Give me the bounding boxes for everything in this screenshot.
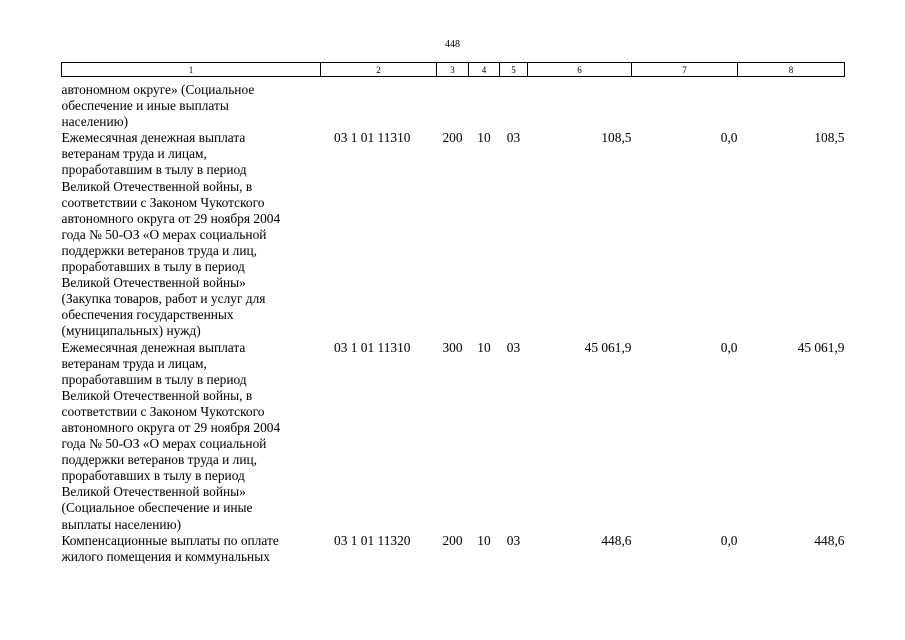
description-line: Ежемесячная денежная выплата xyxy=(61,339,246,355)
row-sum-3: 448,6 xyxy=(814,532,845,548)
description-line: соответствии с Законом Чукотского xyxy=(61,403,265,419)
row-expense-type xyxy=(437,77,469,131)
row-sum-1: 108,5 xyxy=(601,130,632,146)
description-line: Компенсационные выплаты по оплате xyxy=(61,532,279,548)
row-sum-3: 108,5 xyxy=(814,130,845,146)
row-code xyxy=(321,77,437,131)
row-sum-3 xyxy=(738,77,845,131)
row-sum-2: 0,0 xyxy=(720,339,738,355)
row-sum-1: 448,6 xyxy=(601,532,632,548)
description-line: ветеранам труда и лицам, xyxy=(61,355,207,371)
row-expense-type: 200 xyxy=(442,130,463,146)
description-line: проработавшим в тылу в период xyxy=(61,371,247,387)
description-line: Великой Отечественной войны» xyxy=(61,484,246,500)
header-cell: 2 xyxy=(321,63,437,77)
description-line: автономного округа от 29 ноября 2004 xyxy=(61,419,281,435)
row-sum-2: 0,0 xyxy=(720,130,738,146)
row-subsection: 03 xyxy=(506,339,521,355)
row-code: 03 1 01 11320 xyxy=(334,532,411,548)
table-row xyxy=(62,130,845,339)
description-line: автономном округе» (Социальное xyxy=(61,82,255,97)
description-line: ветеранам труда и лицам, xyxy=(61,146,207,162)
row-sum-3: 45 061,9 xyxy=(797,339,845,355)
row-description xyxy=(62,340,321,533)
row-section: 10 xyxy=(477,130,491,146)
header-cell: 5 xyxy=(500,63,528,77)
description-line: Ежемесячная денежная выплата xyxy=(61,130,246,146)
row-subsection: 03 xyxy=(506,130,521,146)
description-line: проработавшим в тылу в период xyxy=(61,162,247,178)
row-code: 03 1 01 11310 xyxy=(334,130,411,146)
row-sum-1 xyxy=(528,77,632,131)
description-line: поддержки ветеранов труда и лиц, xyxy=(61,452,258,468)
row-subsection xyxy=(500,77,528,131)
description-line: соответствии с Законом Чукотского xyxy=(61,194,265,210)
description-line: года № 50-ОЗ «О мерах социальной xyxy=(61,436,267,452)
table-row xyxy=(62,77,845,131)
header-cell: 4 xyxy=(469,63,500,77)
header-cell: 7 xyxy=(632,63,738,77)
description-line: (Закупка товаров, работ и услуг для xyxy=(61,291,266,307)
description-line: (Социальное обеспечение и иные xyxy=(61,500,253,516)
description-line: поддержки ветеранов труда и лиц, xyxy=(61,242,258,258)
description-line: года № 50-ОЗ «О мерах социальной xyxy=(61,226,267,242)
row-description xyxy=(62,130,321,339)
description-line: обеспечение и иные выплаты xyxy=(61,98,229,114)
description-line: Великой Отечественной войны, в xyxy=(61,178,253,194)
table-body xyxy=(62,77,845,565)
table-row xyxy=(62,340,845,533)
row-section xyxy=(469,77,500,131)
description-line: выплаты населению) xyxy=(61,516,182,532)
header-cell: 8 xyxy=(738,63,845,77)
header-cell: 1 xyxy=(62,63,321,77)
header-row xyxy=(62,63,845,77)
description-line: проработавших в тылу в период xyxy=(61,259,245,275)
row-sum-1: 45 061,9 xyxy=(584,339,632,355)
row-sum-2 xyxy=(632,77,738,131)
row-description xyxy=(62,77,321,131)
description-line: обеспечения государственных xyxy=(61,307,234,323)
table-header xyxy=(62,63,845,77)
description-line: проработавших в тылу в период xyxy=(61,468,245,484)
row-section: 10 xyxy=(477,339,491,355)
row-description xyxy=(62,533,321,565)
description-line: Великой Отечественной войны» xyxy=(61,275,246,291)
description-line: автономного округа от 29 ноября 2004 xyxy=(61,210,281,226)
row-expense-type: 300 xyxy=(442,339,463,355)
row-sum-2: 0,0 xyxy=(720,532,738,548)
description-line: населению) xyxy=(61,114,129,130)
page-number: 448 xyxy=(445,39,460,50)
description-line: (муниципальных) нужд) xyxy=(61,323,201,339)
row-section: 10 xyxy=(477,532,491,548)
description-line: Великой Отечественной войны, в xyxy=(61,387,253,403)
header-cell: 3 xyxy=(437,63,469,77)
header-cell: 6 xyxy=(528,63,632,77)
row-expense-type: 200 xyxy=(442,532,463,548)
row-subsection: 03 xyxy=(506,532,521,548)
table-row xyxy=(62,533,845,565)
description-line: жилого помещения и коммунальных xyxy=(61,548,270,564)
row-code: 03 1 01 11310 xyxy=(334,339,411,355)
budget-table xyxy=(61,62,845,565)
